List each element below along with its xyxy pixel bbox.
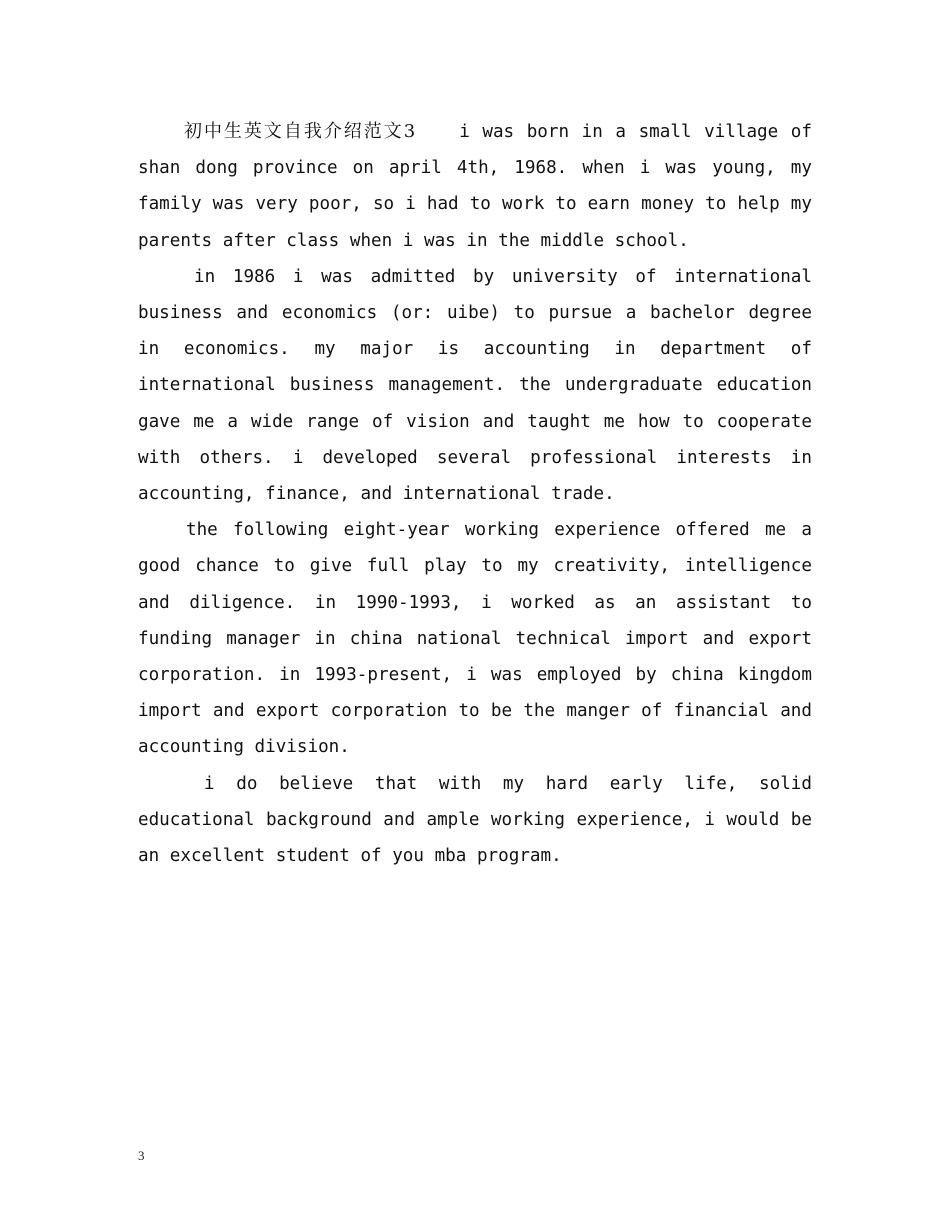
paragraph-2: in 1986 i was admitted by university of international business and economics (or: uibe) to pursue a bachelor degree in economics. my major is accounting in department of international business management. the undergraduate education gave me a wide range of vision and taught me how to cooperate with others. i developed several professional interests in accounting, finance, and international trade. xyxy=(138,266,812,505)
document-heading: 初中生英文自我介绍范文3 xyxy=(184,121,416,142)
document-body xyxy=(138,114,812,874)
paragraph-1 xyxy=(138,114,812,259)
paragraph-4: i do believe that with my hard early life, solid educational background and ample working experience, i would be an excellent student of you mba program. xyxy=(138,773,812,867)
paragraph-3: the following eight-year working experience offered me a good chance to give full play to my creativity, intelligence and diligence. in 1990-1993, i worked as an assistant to funding manager in china national technical import and export corporation. in 1993-present, i was employed by china kingdom import and export corporation to be the manger of financial and accounting division. xyxy=(138,520,812,758)
paragraph-1-text: i was born in a small village of shan dong province on april 4th, 1968. when i was young, my family was very poor, so i had to work to earn money to help my parents after class when i was in the middle school. xyxy=(138,122,812,251)
page-number: 3 xyxy=(138,1148,145,1163)
